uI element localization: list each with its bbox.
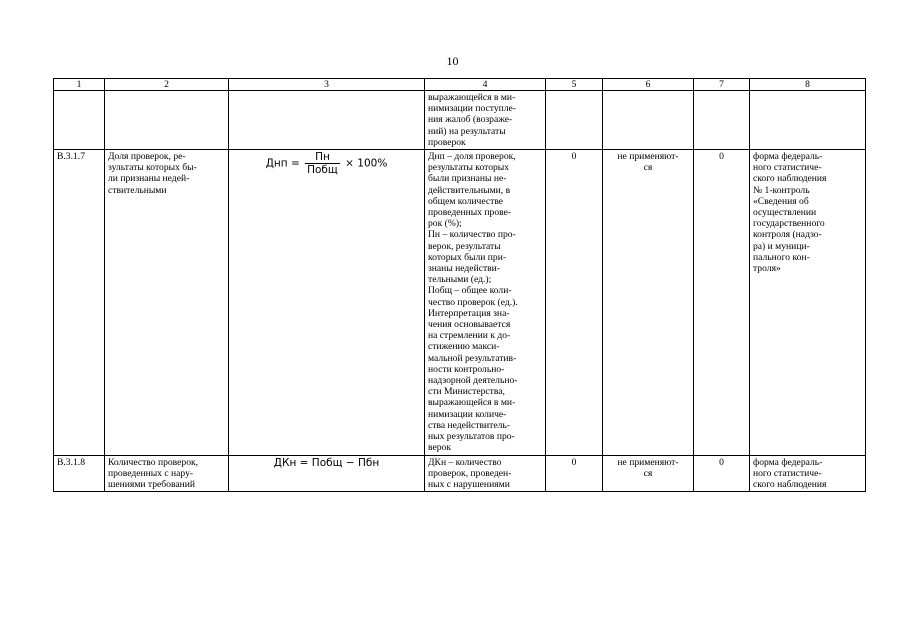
header-col-3: 3 [229, 79, 425, 91]
header-col-4: 4 [425, 79, 546, 91]
col6-value: не применяют- ся [603, 455, 694, 492]
indicator-formula [229, 150, 425, 455]
header-col-1: 1 [54, 79, 105, 91]
data-source: форма федераль- ного статистиче- ского наблюдения № 1-контроль «Сведения об осуществлении государственного контроля (надзо- ра) и муници- пального кон- троля» [750, 150, 866, 455]
indicator-description: ДКн – количество проверок, проведен- ных с нарушениями [425, 455, 546, 492]
col5-value: 0 [546, 150, 603, 455]
header-col-8: 8 [750, 79, 866, 91]
page-number: 10 [446, 54, 459, 68]
header-col-2: 2 [105, 79, 229, 91]
indicator-code: В.3.1.7 [54, 150, 105, 455]
formula-fraction [305, 151, 340, 176]
data-source: форма федераль- ного статистиче- ского наблюдения [750, 455, 866, 492]
formula-lhs: Днп = [265, 157, 300, 170]
continuation-description: выражающейся в ми- нимизации поступле- ния жалоб (возраже- ний) на результаты проверок [425, 91, 546, 150]
continuation-row [54, 91, 866, 150]
table-row [54, 150, 866, 455]
header-col-7: 7 [694, 79, 750, 91]
table-row [54, 455, 866, 492]
indicator-description: Днп – доля проверок, результаты которых были признаны не- действительными, в общем количестве проведенных прове- рок (%); Пн – количество про- верок, результаты которых были при- знаны недействи- тельными (ед.); Побщ – общее коли- чество проверок (ед.). Интерпретация зна- чения основывается на стремлении к до- стижению макси- мальной результатив- ности контрольно- надзорной деятельно- сти Министерства, выражающейся в ми- нимизации количе- ства недействитель- ных результатов про- верок [425, 150, 546, 455]
formula-denominator: Побщ [307, 164, 338, 177]
formula-rhs: × 100% [345, 157, 388, 170]
header-col-6: 6 [603, 79, 694, 91]
header-col-5: 5 [546, 79, 603, 91]
indicator-formula: ДКн = Побщ − Пбн [229, 455, 425, 492]
col7-value: 0 [694, 455, 750, 492]
col6-value: не применяют- ся [603, 150, 694, 455]
header-row [54, 79, 866, 91]
indicator-code: В.3.1.8 [54, 455, 105, 492]
indicator-name: Количество проверок, проведенных с нару- шениями требований [105, 455, 229, 492]
col7-value: 0 [694, 150, 750, 455]
formula-numerator: Пн [305, 151, 340, 164]
indicators-table [53, 78, 866, 492]
col5-value: 0 [546, 455, 603, 492]
indicator-name: Доля проверок, ре- зультаты которых бы- ли признаны недей- ствительными [105, 150, 229, 455]
